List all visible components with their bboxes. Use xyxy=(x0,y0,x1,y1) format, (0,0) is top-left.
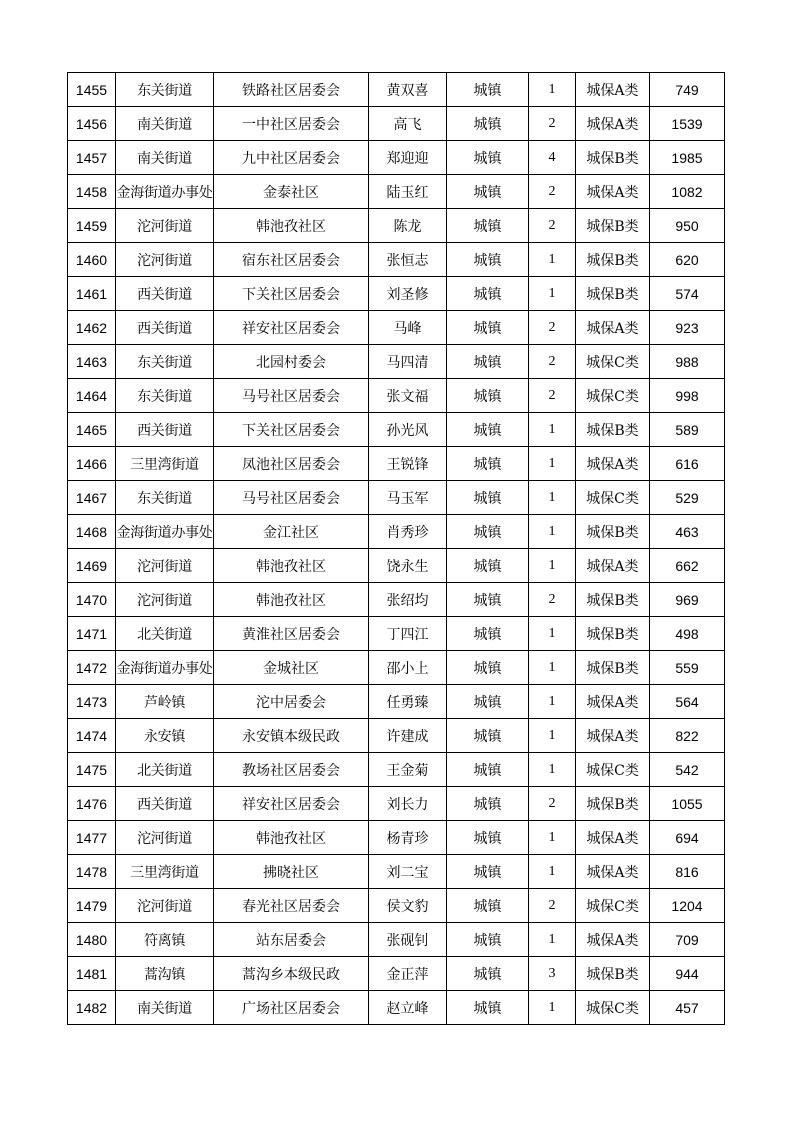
table-row xyxy=(68,73,725,107)
cell-household-count: 3 xyxy=(529,957,576,991)
cell-category: 城保B类 xyxy=(576,243,650,277)
cell-street: 沱河街道 xyxy=(116,583,214,617)
cell-person-name: 郑迎迎 xyxy=(369,141,447,175)
cell-street: 东关街道 xyxy=(116,345,214,379)
cell-amount: 498 xyxy=(650,617,725,651)
cell-street: 东关街道 xyxy=(116,481,214,515)
cell-category: 城保A类 xyxy=(576,821,650,855)
cell-community: 下关社区居委会 xyxy=(214,413,369,447)
cell-category: 城保A类 xyxy=(576,447,650,481)
cell-category: 城保A类 xyxy=(576,685,650,719)
cell-category: 城保B类 xyxy=(576,277,650,311)
cell-amount: 709 xyxy=(650,923,725,957)
cell-category: 城保B类 xyxy=(576,617,650,651)
cell-street: 北关街道 xyxy=(116,753,214,787)
cell-amount: 1082 xyxy=(650,175,725,209)
cell-household-count: 2 xyxy=(529,379,576,413)
cell-person-name: 马峰 xyxy=(369,311,447,345)
cell-amount: 559 xyxy=(650,651,725,685)
cell-person-name: 张砚钊 xyxy=(369,923,447,957)
cell-area-type: 城镇 xyxy=(447,923,529,957)
cell-area-type: 城镇 xyxy=(447,515,529,549)
cell-street: 金海街道办事处 xyxy=(116,515,214,549)
cell-person-name: 高飞 xyxy=(369,107,447,141)
cell-household-count: 4 xyxy=(529,141,576,175)
cell-household-count: 2 xyxy=(529,311,576,345)
cell-person-name: 金正萍 xyxy=(369,957,447,991)
cell-record-number: 1476 xyxy=(68,787,116,821)
table-row xyxy=(68,583,725,617)
cell-household-count: 1 xyxy=(529,447,576,481)
cell-community: 祥安社区居委会 xyxy=(214,787,369,821)
table-row xyxy=(68,651,725,685)
cell-community: 凤池社区居委会 xyxy=(214,447,369,481)
cell-person-name: 丁四江 xyxy=(369,617,447,651)
cell-household-count: 1 xyxy=(529,719,576,753)
cell-record-number: 1474 xyxy=(68,719,116,753)
table-row xyxy=(68,923,725,957)
cell-amount: 1204 xyxy=(650,889,725,923)
cell-community: 金泰社区 xyxy=(214,175,369,209)
cell-category: 城保C类 xyxy=(576,345,650,379)
cell-area-type: 城镇 xyxy=(447,447,529,481)
cell-area-type: 城镇 xyxy=(447,821,529,855)
cell-person-name: 黄双喜 xyxy=(369,73,447,107)
cell-community: 教场社区居委会 xyxy=(214,753,369,787)
cell-category: 城保C类 xyxy=(576,481,650,515)
cell-category: 城保A类 xyxy=(576,73,650,107)
table-row xyxy=(68,787,725,821)
cell-person-name: 刘长力 xyxy=(369,787,447,821)
cell-area-type: 城镇 xyxy=(447,413,529,447)
cell-amount: 542 xyxy=(650,753,725,787)
table-body xyxy=(68,73,725,1025)
cell-street: 南关街道 xyxy=(116,141,214,175)
cell-record-number: 1460 xyxy=(68,243,116,277)
cell-amount: 529 xyxy=(650,481,725,515)
cell-person-name: 杨青珍 xyxy=(369,821,447,855)
table-row xyxy=(68,685,725,719)
cell-record-number: 1469 xyxy=(68,549,116,583)
cell-amount: 574 xyxy=(650,277,725,311)
cell-area-type: 城镇 xyxy=(447,209,529,243)
cell-amount: 457 xyxy=(650,991,725,1025)
cell-person-name: 陈龙 xyxy=(369,209,447,243)
cell-person-name: 刘圣修 xyxy=(369,277,447,311)
cell-person-name: 陆玉红 xyxy=(369,175,447,209)
cell-household-count: 2 xyxy=(529,787,576,821)
cell-person-name: 肖秀珍 xyxy=(369,515,447,549)
cell-household-count: 1 xyxy=(529,481,576,515)
cell-category: 城保B类 xyxy=(576,583,650,617)
cell-amount: 620 xyxy=(650,243,725,277)
table-row xyxy=(68,617,725,651)
cell-household-count: 1 xyxy=(529,685,576,719)
cell-area-type: 城镇 xyxy=(447,481,529,515)
cell-category: 城保A类 xyxy=(576,311,650,345)
cell-household-count: 2 xyxy=(529,175,576,209)
cell-household-count: 1 xyxy=(529,753,576,787)
cell-area-type: 城镇 xyxy=(447,175,529,209)
cell-person-name: 侯文豹 xyxy=(369,889,447,923)
table-row xyxy=(68,719,725,753)
cell-amount: 998 xyxy=(650,379,725,413)
cell-area-type: 城镇 xyxy=(447,787,529,821)
cell-area-type: 城镇 xyxy=(447,345,529,379)
cell-record-number: 1478 xyxy=(68,855,116,889)
cell-category: 城保A类 xyxy=(576,719,650,753)
cell-amount: 950 xyxy=(650,209,725,243)
cell-community: 马号社区居委会 xyxy=(214,379,369,413)
cell-category: 城保A类 xyxy=(576,923,650,957)
cell-area-type: 城镇 xyxy=(447,107,529,141)
cell-street: 沱河街道 xyxy=(116,549,214,583)
cell-category: 城保A类 xyxy=(576,549,650,583)
cell-area-type: 城镇 xyxy=(447,651,529,685)
cell-amount: 1985 xyxy=(650,141,725,175)
cell-record-number: 1461 xyxy=(68,277,116,311)
cell-area-type: 城镇 xyxy=(447,141,529,175)
cell-category: 城保B类 xyxy=(576,141,650,175)
cell-community: 韩池孜社区 xyxy=(214,821,369,855)
cell-category: 城保C类 xyxy=(576,753,650,787)
table-row xyxy=(68,821,725,855)
cell-street: 三里湾街道 xyxy=(116,447,214,481)
cell-area-type: 城镇 xyxy=(447,991,529,1025)
cell-household-count: 1 xyxy=(529,651,576,685)
cell-street: 三里湾街道 xyxy=(116,855,214,889)
cell-amount: 969 xyxy=(650,583,725,617)
cell-street: 符离镇 xyxy=(116,923,214,957)
cell-street: 南关街道 xyxy=(116,107,214,141)
cell-street: 西关街道 xyxy=(116,787,214,821)
cell-record-number: 1464 xyxy=(68,379,116,413)
cell-community: 金城社区 xyxy=(214,651,369,685)
cell-person-name: 饶永生 xyxy=(369,549,447,583)
cell-street: 东关街道 xyxy=(116,73,214,107)
table-row xyxy=(68,175,725,209)
cell-person-name: 刘二宝 xyxy=(369,855,447,889)
cell-category: 城保A类 xyxy=(576,855,650,889)
cell-household-count: 1 xyxy=(529,413,576,447)
cell-community: 北园村委会 xyxy=(214,345,369,379)
cell-community: 广场社区居委会 xyxy=(214,991,369,1025)
cell-community: 马号社区居委会 xyxy=(214,481,369,515)
cell-community: 韩池孜社区 xyxy=(214,549,369,583)
cell-person-name: 王金菊 xyxy=(369,753,447,787)
table-row xyxy=(68,991,725,1025)
cell-household-count: 2 xyxy=(529,209,576,243)
cell-person-name: 张恒志 xyxy=(369,243,447,277)
cell-area-type: 城镇 xyxy=(447,243,529,277)
table-row xyxy=(68,311,725,345)
cell-category: 城保A类 xyxy=(576,175,650,209)
cell-record-number: 1463 xyxy=(68,345,116,379)
cell-community: 拂晓社区 xyxy=(214,855,369,889)
cell-record-number: 1473 xyxy=(68,685,116,719)
table-row xyxy=(68,481,725,515)
cell-community: 铁路社区居委会 xyxy=(214,73,369,107)
cell-household-count: 1 xyxy=(529,617,576,651)
cell-amount: 662 xyxy=(650,549,725,583)
cell-record-number: 1465 xyxy=(68,413,116,447)
cell-amount: 749 xyxy=(650,73,725,107)
cell-record-number: 1466 xyxy=(68,447,116,481)
table-row xyxy=(68,107,725,141)
cell-record-number: 1468 xyxy=(68,515,116,549)
cell-amount: 616 xyxy=(650,447,725,481)
cell-amount: 988 xyxy=(650,345,725,379)
cell-street: 西关街道 xyxy=(116,311,214,345)
table-row xyxy=(68,889,725,923)
cell-community: 沱中居委会 xyxy=(214,685,369,719)
cell-person-name: 张文福 xyxy=(369,379,447,413)
cell-area-type: 城镇 xyxy=(447,73,529,107)
cell-area-type: 城镇 xyxy=(447,583,529,617)
cell-household-count: 1 xyxy=(529,855,576,889)
cell-record-number: 1482 xyxy=(68,991,116,1025)
cell-record-number: 1462 xyxy=(68,311,116,345)
cell-household-count: 2 xyxy=(529,583,576,617)
cell-area-type: 城镇 xyxy=(447,889,529,923)
cell-record-number: 1477 xyxy=(68,821,116,855)
cell-amount: 1055 xyxy=(650,787,725,821)
cell-record-number: 1470 xyxy=(68,583,116,617)
table-row xyxy=(68,447,725,481)
cell-person-name: 张绍均 xyxy=(369,583,447,617)
cell-street: 金海街道办事处 xyxy=(116,651,214,685)
table-row xyxy=(68,277,725,311)
cell-category: 城保B类 xyxy=(576,515,650,549)
cell-community: 春光社区居委会 xyxy=(214,889,369,923)
cell-community: 蒿沟乡本级民政 xyxy=(214,957,369,991)
cell-street: 北关街道 xyxy=(116,617,214,651)
table-row xyxy=(68,209,725,243)
cell-person-name: 任勇臻 xyxy=(369,685,447,719)
cell-record-number: 1459 xyxy=(68,209,116,243)
cell-record-number: 1457 xyxy=(68,141,116,175)
cell-person-name: 马玉军 xyxy=(369,481,447,515)
cell-amount: 589 xyxy=(650,413,725,447)
cell-record-number: 1481 xyxy=(68,957,116,991)
cell-area-type: 城镇 xyxy=(447,277,529,311)
cell-record-number: 1455 xyxy=(68,73,116,107)
cell-area-type: 城镇 xyxy=(447,685,529,719)
table-row xyxy=(68,957,725,991)
cell-street: 西关街道 xyxy=(116,277,214,311)
cell-record-number: 1472 xyxy=(68,651,116,685)
cell-amount: 944 xyxy=(650,957,725,991)
table-row xyxy=(68,141,725,175)
cell-household-count: 2 xyxy=(529,889,576,923)
cell-community: 一中社区居委会 xyxy=(214,107,369,141)
cell-community: 站东居委会 xyxy=(214,923,369,957)
cell-household-count: 1 xyxy=(529,549,576,583)
cell-community: 黄淮社区居委会 xyxy=(214,617,369,651)
relief-roster-table xyxy=(67,72,725,1025)
table-row xyxy=(68,413,725,447)
table-row xyxy=(68,379,725,413)
cell-record-number: 1471 xyxy=(68,617,116,651)
cell-record-number: 1480 xyxy=(68,923,116,957)
cell-area-type: 城镇 xyxy=(447,957,529,991)
cell-amount: 564 xyxy=(650,685,725,719)
cell-amount: 694 xyxy=(650,821,725,855)
cell-community: 韩池孜社区 xyxy=(214,209,369,243)
table-row xyxy=(68,549,725,583)
cell-community: 永安镇本级民政 xyxy=(214,719,369,753)
cell-area-type: 城镇 xyxy=(447,379,529,413)
cell-area-type: 城镇 xyxy=(447,719,529,753)
cell-category: 城保B类 xyxy=(576,413,650,447)
cell-street: 蒿沟镇 xyxy=(116,957,214,991)
table-row xyxy=(68,855,725,889)
cell-area-type: 城镇 xyxy=(447,311,529,345)
cell-category: 城保B类 xyxy=(576,209,650,243)
cell-household-count: 1 xyxy=(529,991,576,1025)
cell-household-count: 1 xyxy=(529,277,576,311)
cell-community: 九中社区居委会 xyxy=(214,141,369,175)
cell-person-name: 马四清 xyxy=(369,345,447,379)
cell-street: 沱河街道 xyxy=(116,889,214,923)
cell-person-name: 赵立峰 xyxy=(369,991,447,1025)
cell-street: 西关街道 xyxy=(116,413,214,447)
cell-area-type: 城镇 xyxy=(447,753,529,787)
cell-person-name: 孙光风 xyxy=(369,413,447,447)
cell-category: 城保C类 xyxy=(576,379,650,413)
cell-amount: 816 xyxy=(650,855,725,889)
table-row xyxy=(68,753,725,787)
cell-category: 城保C类 xyxy=(576,889,650,923)
cell-area-type: 城镇 xyxy=(447,855,529,889)
cell-record-number: 1467 xyxy=(68,481,116,515)
cell-area-type: 城镇 xyxy=(447,617,529,651)
cell-amount: 1539 xyxy=(650,107,725,141)
cell-person-name: 许建成 xyxy=(369,719,447,753)
cell-category: 城保B类 xyxy=(576,651,650,685)
cell-community: 宿东社区居委会 xyxy=(214,243,369,277)
table-row xyxy=(68,345,725,379)
cell-community: 韩池孜社区 xyxy=(214,583,369,617)
cell-category: 城保B类 xyxy=(576,787,650,821)
cell-amount: 923 xyxy=(650,311,725,345)
cell-household-count: 2 xyxy=(529,345,576,379)
table-row xyxy=(68,515,725,549)
cell-record-number: 1479 xyxy=(68,889,116,923)
cell-area-type: 城镇 xyxy=(447,549,529,583)
cell-street: 南关街道 xyxy=(116,991,214,1025)
cell-household-count: 1 xyxy=(529,923,576,957)
cell-street: 金海街道办事处 xyxy=(116,175,214,209)
cell-amount: 463 xyxy=(650,515,725,549)
cell-community: 金江社区 xyxy=(214,515,369,549)
cell-category: 城保A类 xyxy=(576,107,650,141)
cell-category: 城保B类 xyxy=(576,957,650,991)
table-row xyxy=(68,243,725,277)
cell-record-number: 1475 xyxy=(68,753,116,787)
cell-community: 下关社区居委会 xyxy=(214,277,369,311)
cell-record-number: 1456 xyxy=(68,107,116,141)
cell-household-count: 1 xyxy=(529,515,576,549)
cell-street: 芦岭镇 xyxy=(116,685,214,719)
cell-street: 永安镇 xyxy=(116,719,214,753)
cell-street: 沱河街道 xyxy=(116,243,214,277)
cell-household-count: 1 xyxy=(529,821,576,855)
cell-community: 祥安社区居委会 xyxy=(214,311,369,345)
cell-household-count: 2 xyxy=(529,107,576,141)
cell-street: 沱河街道 xyxy=(116,821,214,855)
cell-household-count: 1 xyxy=(529,243,576,277)
cell-street: 东关街道 xyxy=(116,379,214,413)
cell-household-count: 1 xyxy=(529,73,576,107)
cell-category: 城保C类 xyxy=(576,991,650,1025)
cell-street: 沱河街道 xyxy=(116,209,214,243)
cell-record-number: 1458 xyxy=(68,175,116,209)
cell-amount: 822 xyxy=(650,719,725,753)
cell-person-name: 邵小上 xyxy=(369,651,447,685)
cell-person-name: 王锐锋 xyxy=(369,447,447,481)
